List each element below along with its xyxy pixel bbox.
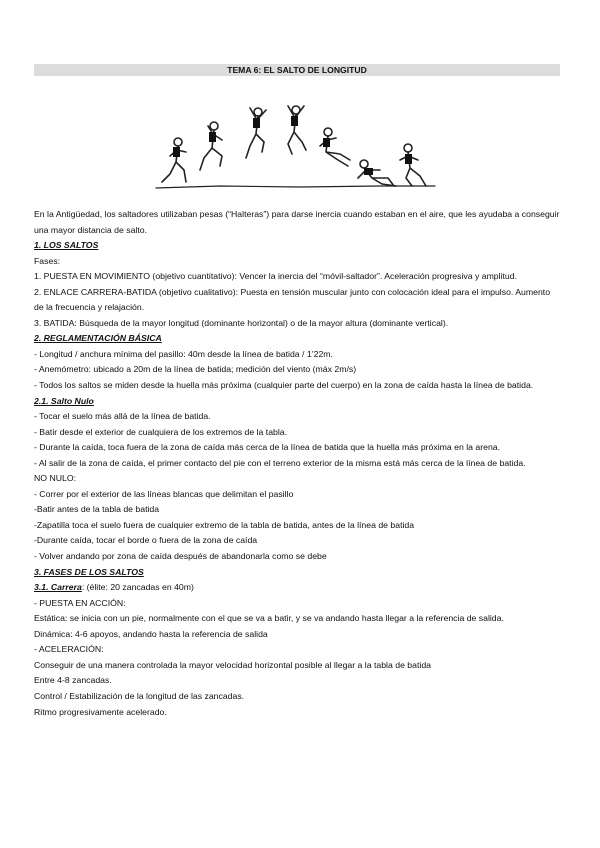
- list-item: Dinámica: 4-6 apoyos, andando hasta la referencia de salida: [34, 628, 268, 639]
- list-item: - Batir desde el exterior de cualquiera de los extremos de la tabla.: [34, 426, 288, 437]
- list-item: Conseguir de una manera controlada la mayor velocidad horizontal posible al llegar a la tabla de batida: [34, 659, 431, 670]
- document-body: [34, 207, 562, 720]
- list-item: 3. BATIDA: Búsqueda de la mayor longitud (dominante horizontal) o de la mayor altura (dominante vertical).: [34, 317, 449, 328]
- list-item: - Al salir de la zona de caída, el primer contacto del pie con el terreno exterior de la misma está más cerca de la línea de batida.: [34, 457, 526, 468]
- list-item: 2. ENLACE CARRERA-BATIDA (objetivo cualitativo): Puesta en tensión muscular junto con colocación ideal para el impulso. Aumento de la frecuencia y relajación.: [34, 286, 551, 313]
- list-item: - Volver andando por zona de caída después de abandonarla como se debe: [34, 551, 327, 562]
- list-item: Estática: se inicia con un pie, normalmente con el que se va a batir, y se va andando hasta llegar a la referencia de salida.: [34, 613, 504, 624]
- list-item: 1. PUESTA EN MOVIMIENTO (objetivo cuantitativo): Vencer la inercia del “móvil-saltador”. Aceleración progresiva y amplitud.: [34, 271, 517, 282]
- list-item: Entre 4-8 zancadas.: [34, 675, 112, 686]
- list-item: - Durante la caída, toca fuera de la zona de caída más cerca de la línea de batida que la huella más próxima en la arena.: [34, 442, 501, 453]
- list-item: Ritmo progresivamente acelerado.: [34, 706, 167, 717]
- list-item: - Todos los saltos se miden desde la huella más próxima (cualquier parte del cuerpo) en la zona de caída hasta la línea de batida.: [34, 380, 534, 391]
- list-item: - ACELERACIÓN:: [34, 644, 104, 655]
- list-item: - Correr por el exterior de las líneas blancas que delimitan el pasillo: [34, 488, 294, 499]
- list-item: -Batir antes de la tabla de batida: [34, 504, 160, 515]
- list-item: - Tocar el suelo más allá de la línea de batida.: [34, 411, 211, 422]
- list-item: -Durante caída, tocar el borde o fuera de la zona de caída: [34, 535, 258, 546]
- list-item: - Longitud / anchura mínima del pasillo: 40m desde la línea de batida / 1’22m.: [34, 348, 333, 359]
- list-item: Control / Estabilización de la longitud de las zancadas.: [34, 690, 245, 701]
- fases-label: Fases:: [34, 255, 61, 266]
- no-nulo-label: NO NULO:: [34, 473, 76, 484]
- list-item: - PUESTA EN ACCIÓN:: [34, 597, 126, 608]
- section-heading-saltos: 1. LOS SALTOS: [34, 240, 99, 251]
- section-heading-fases: 3. FASES DE LOS SALTOS: [34, 566, 144, 577]
- page-title: TEMA 6: EL SALTO DE LONGITUD: [34, 64, 560, 76]
- subsection-carrera: [34, 580, 562, 596]
- subsection-heading-salto-nulo: 2.1. Salto Nulo: [34, 395, 94, 406]
- list-item: -Zapatilla toca el suelo fuera de cualquier extremo de la tabla de batida, antes de la línea de batida: [34, 519, 415, 530]
- subsection-carrera-detail: : (élite: 20 zancadas en 40m): [81, 582, 194, 593]
- subsection-heading-carrera: 3.1. Carrera: [34, 582, 82, 593]
- long-jump-sequence-icon: [150, 100, 440, 196]
- list-item: - Anemómetro: ubicado a 20m de la línea de batida; medición del viento (máx 2m/s): [34, 364, 357, 375]
- section-heading-reglamentacion: 2. REGLAMENTACIÓN BÁSICA: [34, 333, 162, 344]
- intro-paragraph: En la Antigüedad, los saltadores utilizaban pesas (“Halteras”) para darse inercia cuando estaban en el aire, que les ayudaba a conseguir una mayor distancia de salto.: [34, 209, 560, 235]
